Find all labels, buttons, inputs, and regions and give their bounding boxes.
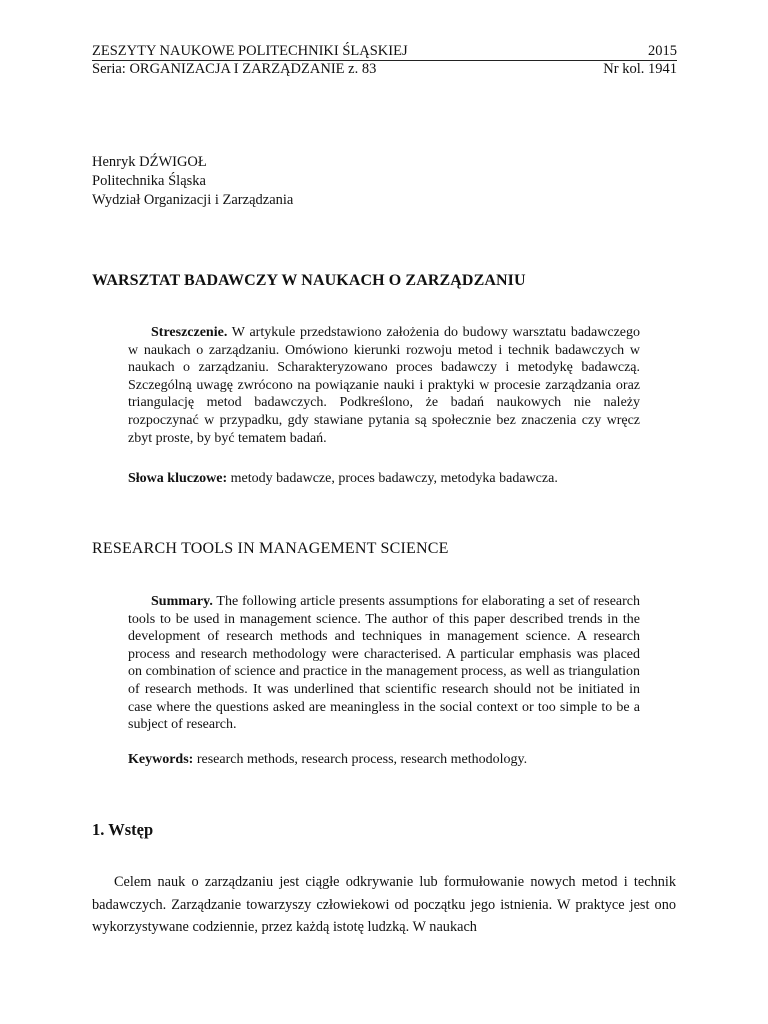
title-polish: WARSZTAT BADAWCZY W NAUKACH O ZARZĄDZANIU [92, 272, 526, 289]
abstract-polish-label: Streszczenie. [151, 325, 228, 340]
intro-paragraph: Celem nauk o zarządzaniu jest ciągłe odkrywanie lub formułowanie nowych metod i technik badawczych. Zarządzanie towarzyszy człowiekowi od początku jego istnienia. W praktyce jest ono wykorzystywane codziennie, przez każdą istotę ludzką. W naukach [92, 874, 676, 935]
author-faculty: Wydział Organizacji i Zarządzania [92, 192, 294, 208]
abstract-english-text: The following article presents assumptions for elaborating a set of research tools to be used in management science. The author of this paper described trends in the development of research methods and techniques in management science. A research process and research methodology were characterised. A particular emphasis was placed on combination of science and practice in the management process, as well as triangulation of research methods. It was underlined that scientific research should not be initiated in case where the questions asked are meaningless in the social context or too simple to be a subject of research. [128, 594, 640, 733]
issue-number: Nr kol. 1941 [603, 61, 677, 77]
abstract-polish-text: W artykule przedstawiono założenia do budowy warsztatu badawczego w naukach o zarządzaniu. Omówiono kierunki rozwoju metod i technik badawczych w naukach o zarządzaniu. Scharakteryzowano proces badawczy i metodykę badawczą. Szczególną uwagę zwrócono na powiązanie nauki i praktyki w procesie zarządzania oraz triangulację metod badawczych. Podkreślono, że badań naukowych nie należy rozpoczynać w przypadku, gdy stawiane pytania są społecznie bez znaczenia czy wręcz zbyt proste, by być tematem badań. [128, 325, 640, 446]
keywords-english-text: research methods, research process, research methodology. [193, 752, 528, 767]
abstract-english-label: Summary. [151, 594, 213, 609]
series-name: Seria: ORGANIZACJA I ZARZĄDZANIE z. 83 [92, 61, 377, 77]
title-english: RESEARCH TOOLS IN MANAGEMENT SCIENCE [92, 540, 449, 557]
body-paragraph [92, 871, 676, 939]
keywords-polish [128, 470, 640, 488]
running-header-series [92, 61, 677, 78]
abstract-english [128, 593, 640, 734]
author-block [92, 153, 293, 210]
running-header-journal [92, 43, 677, 60]
journal-year: 2015 [648, 43, 677, 59]
author-institution: Politechnika Śląska [92, 173, 206, 189]
author-name: Henryk DŹWIGOŁ [92, 154, 207, 170]
keywords-polish-text: metody badawcze, proces badawczy, metodyka badawcza. [227, 471, 558, 486]
section-heading: 1. Wstęp [92, 820, 154, 839]
abstract-polish [128, 324, 640, 447]
keywords-english-label: Keywords: [128, 752, 194, 767]
journal-name: ZESZYTY NAUKOWE POLITECHNIKI ŚLĄSKIEJ [92, 43, 408, 59]
keywords-polish-label: Słowa kluczowe: [128, 471, 228, 486]
keywords-english [128, 751, 640, 769]
